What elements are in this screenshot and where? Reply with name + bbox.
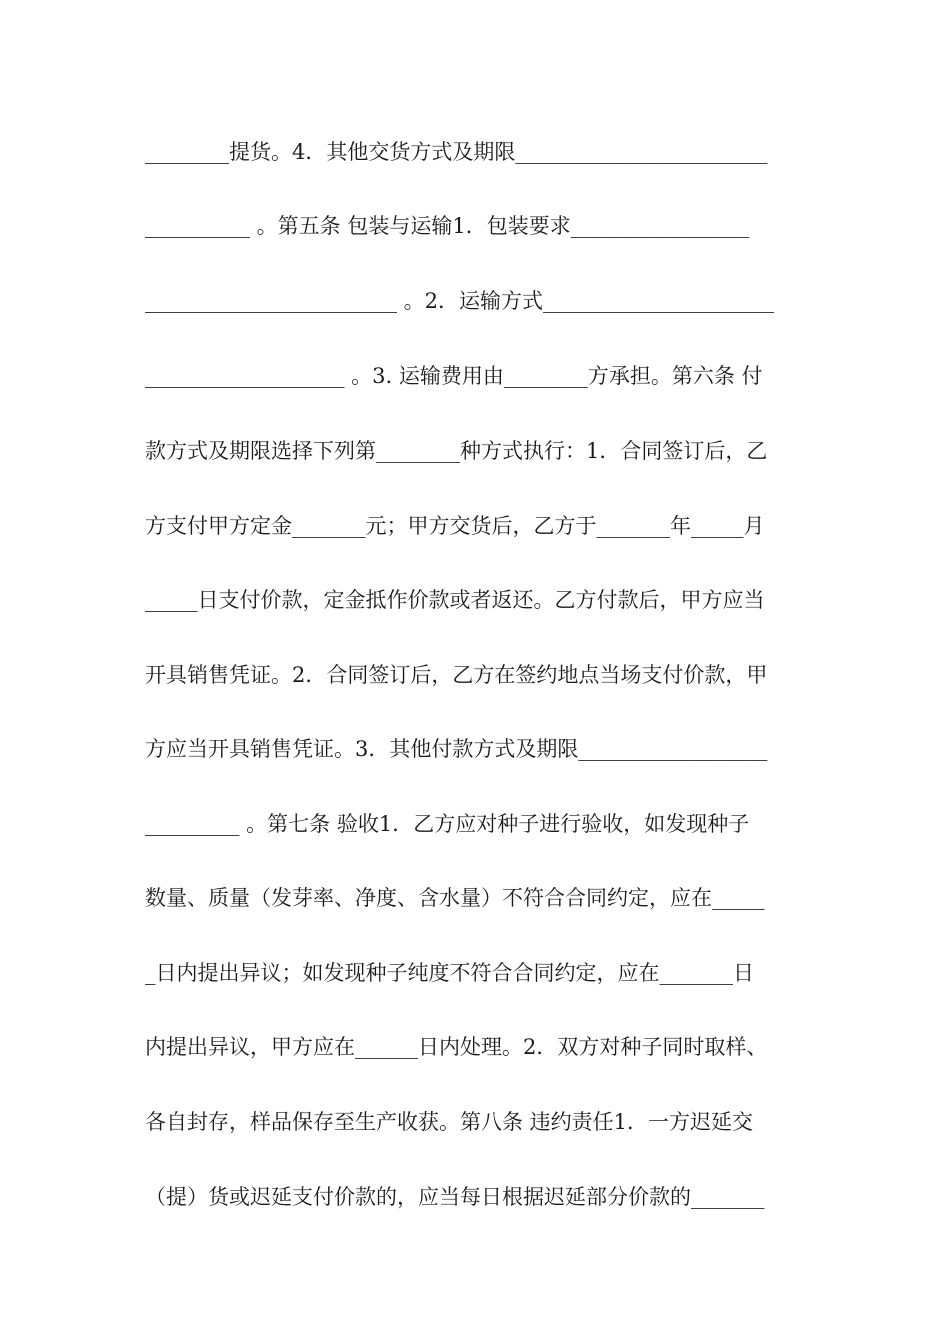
text-line-10: _________ 。第七条 验收1．乙方应对种子进行验收，如发现种子	[145, 812, 750, 836]
text-line-2: __________ 。第五条 包装与运输1．包装要求_________________	[145, 214, 750, 238]
text-line-4: ___________________ 。3. 运输费用由________方承担。第六条 付	[145, 364, 763, 388]
text-line-3: ________________________ 。2．运输方式______________________	[145, 289, 775, 313]
text-line-6: 方支付甲方定金_______元；甲方交货后，乙方于_______年_____月	[145, 514, 765, 538]
text-line-15: （提）货或迟延支付价款的，应当每日根据迟延部分价款的_______	[145, 1185, 765, 1209]
text-line-8: 开具销售凭证。2．合同签订后，乙方在签约地点当场支付价款，甲	[145, 663, 768, 687]
text-line-1: ________提货。4．其他交货方式及期限________________________	[145, 140, 768, 164]
text-line-12: _日内提出异议；如发现种子纯度不符合合同约定，应在_______日	[145, 961, 754, 985]
text-line-11: 数量、质量（发芽率、净度、含水量）不符合合同约定，应在_____	[145, 886, 765, 910]
text-line-14: 各自封存，样品保存至生产收获。第八条 违约责任1．一方迟延交	[145, 1110, 754, 1134]
text-line-5: 款方式及期限选择下列第________种方式执行：1．合同签订后，乙	[145, 439, 768, 463]
text-line-7: _____日支付价款，定金抵作价款或者返还。乙方付款后，甲方应当	[145, 588, 765, 612]
text-line-9: 方应当开具销售凭证。3．其他付款方式及期限__________________	[145, 737, 768, 761]
text-line-13: 内提出异议，甲方应在______日内处理。2．双方对种子同时取样、	[145, 1035, 768, 1059]
